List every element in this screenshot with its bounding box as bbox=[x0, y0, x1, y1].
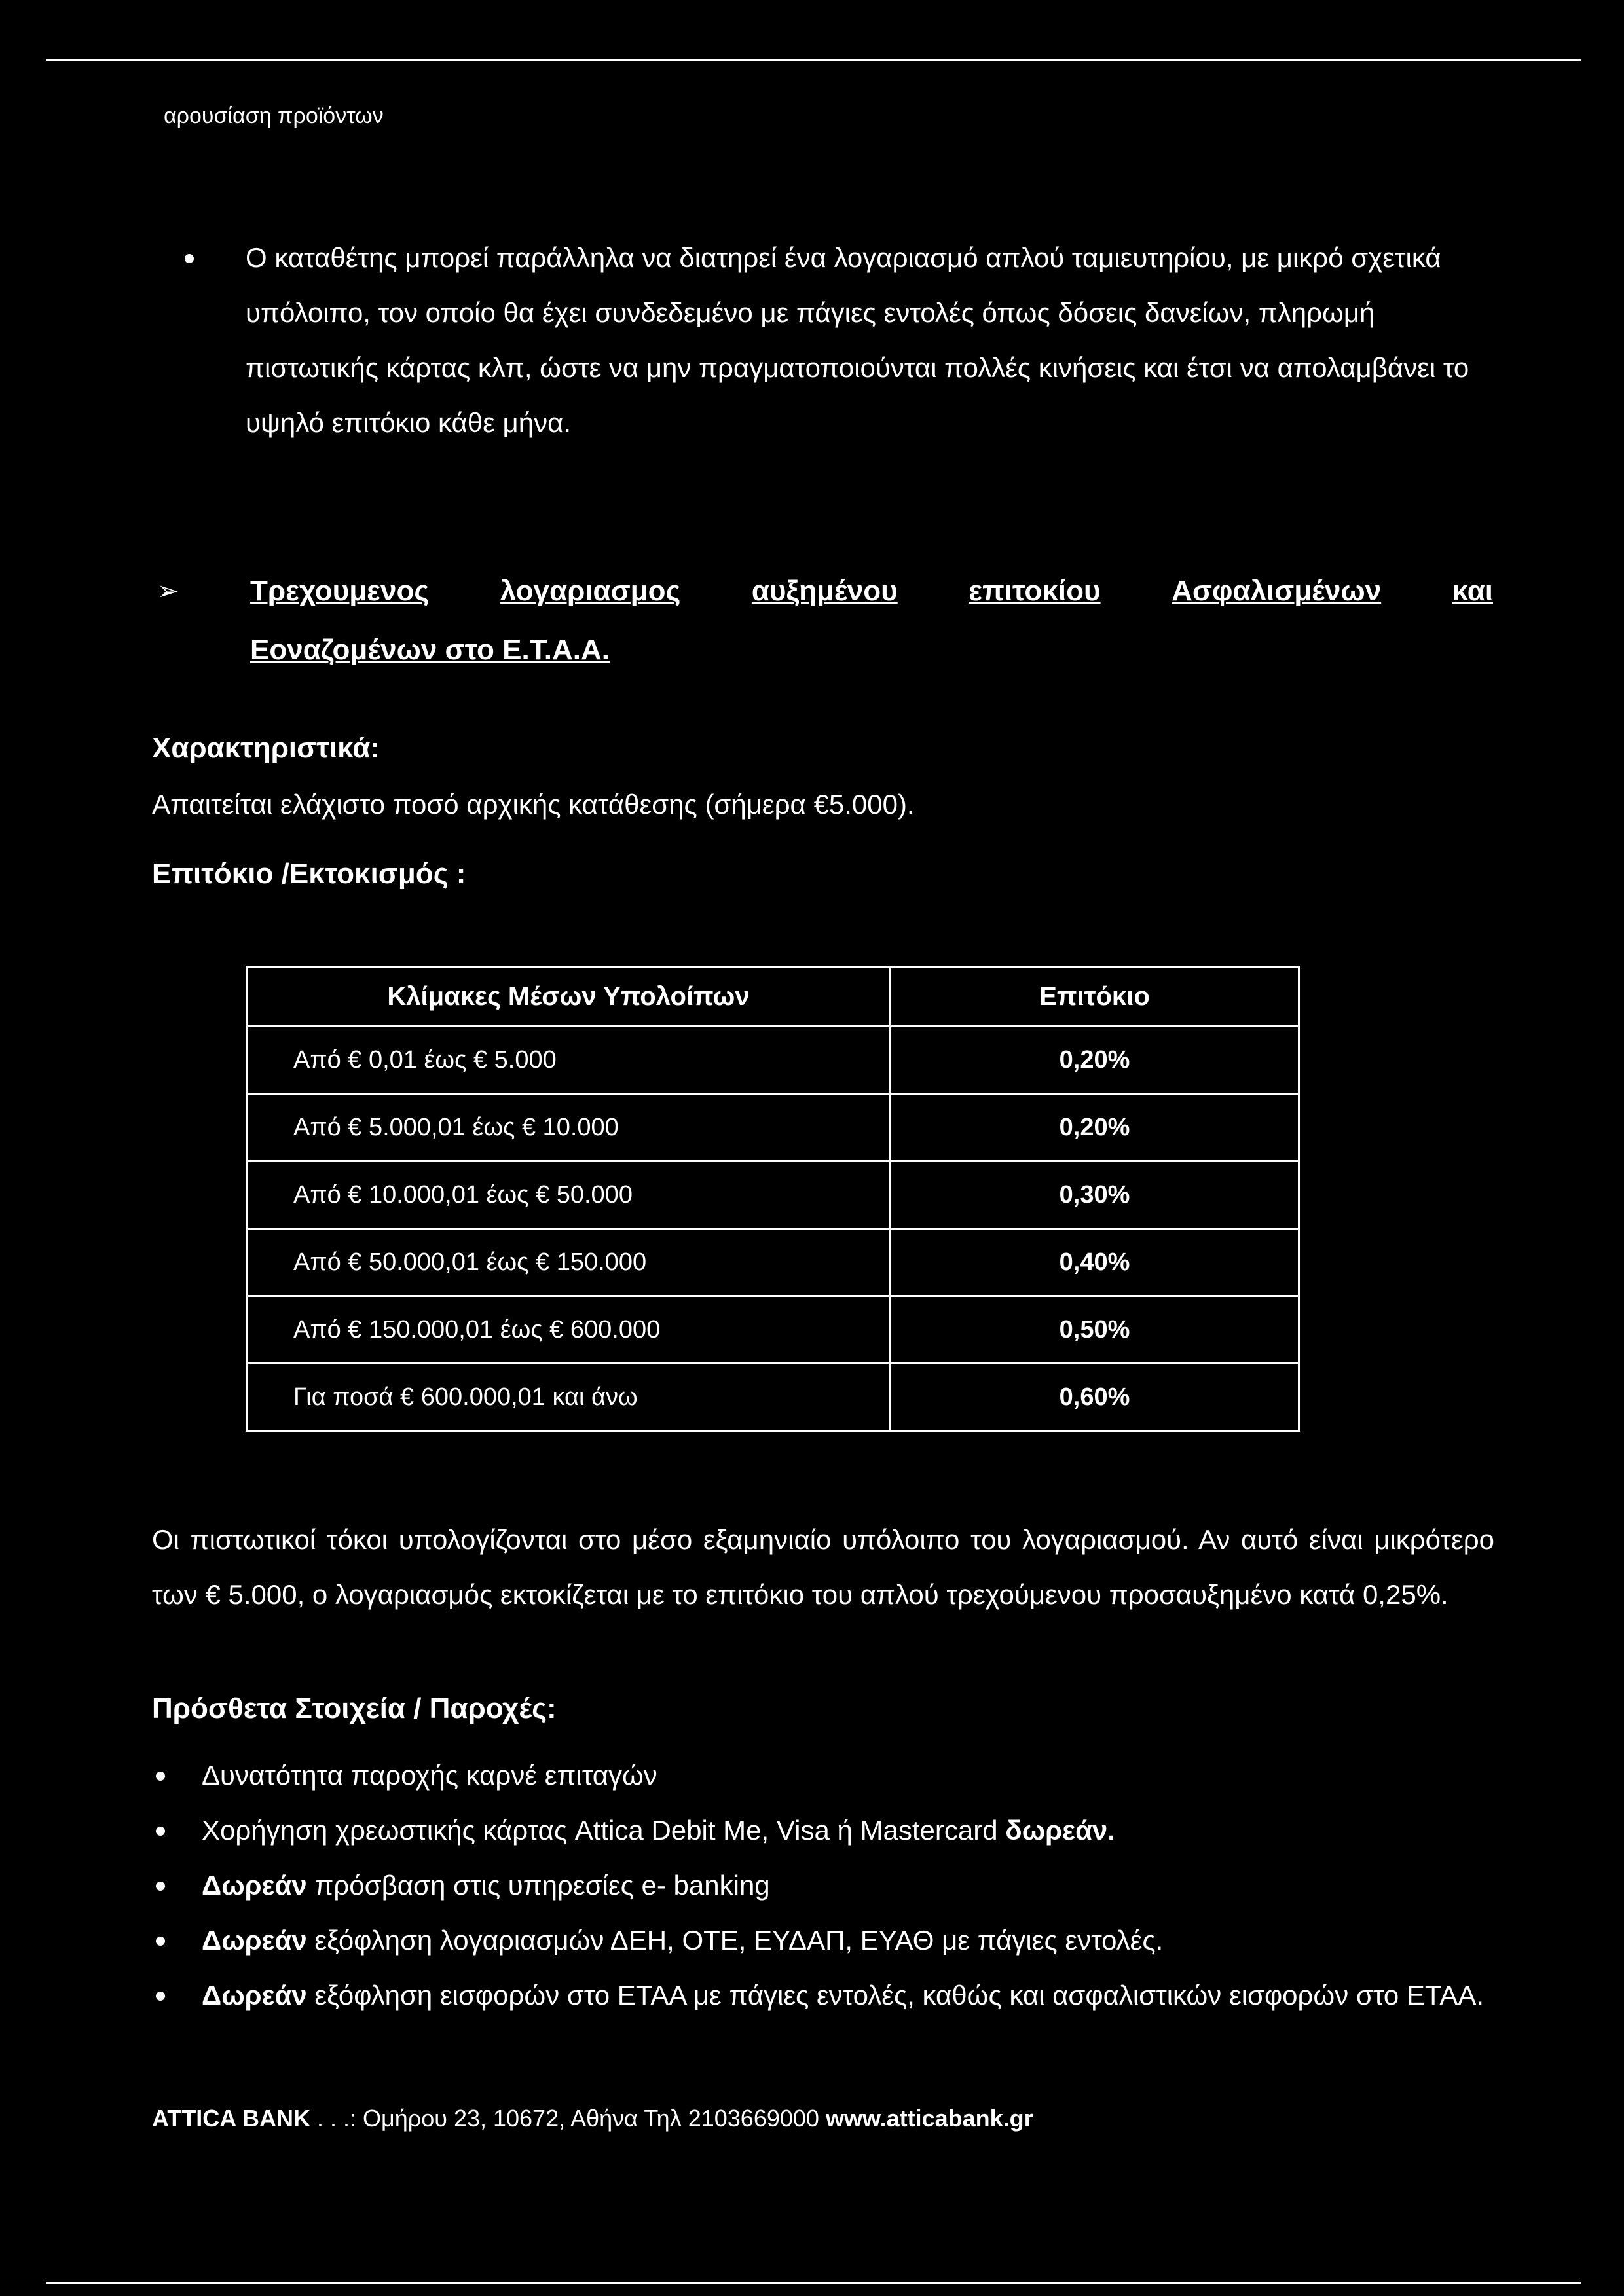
characteristics-label: Χαρακτηριστικά: bbox=[152, 732, 380, 764]
benefit-bold-tail: δωρεάν. bbox=[1005, 1815, 1115, 1846]
bullet-icon bbox=[156, 1772, 165, 1781]
list-item bbox=[152, 1748, 1494, 1803]
heading-word: και bbox=[1452, 575, 1493, 607]
range-cell: Από € 5.000,01 έως € 10.000 bbox=[247, 1094, 891, 1161]
rate-cell: 0,30% bbox=[891, 1161, 1299, 1229]
list-item bbox=[177, 230, 1493, 450]
benefit-bold-lead: Δωρεάν bbox=[202, 1980, 307, 2011]
range-cell: Από € 0,01 έως € 5.000 bbox=[247, 1027, 891, 1094]
range-cell: Από € 10.000,01 έως € 50.000 bbox=[247, 1161, 891, 1229]
min-deposit-text: Απαιτείται ελάχιστο ποσό αρχικής κατάθεσης (σήμερα €5.000). bbox=[152, 789, 915, 820]
product-heading-line1 bbox=[250, 562, 1493, 621]
range-cell: Από € 50.000,01 έως € 150.000 bbox=[247, 1229, 891, 1296]
list-item bbox=[152, 1803, 1494, 1858]
heading-word: λογαριασμος bbox=[500, 575, 681, 607]
table-row bbox=[247, 1229, 1299, 1296]
list-item bbox=[152, 1968, 1494, 2023]
list-item bbox=[152, 1858, 1494, 1913]
interest-label: Επιτόκιο /Εκτοκισμός : bbox=[152, 858, 466, 890]
rate-cell: 0,20% bbox=[891, 1094, 1299, 1161]
footer bbox=[152, 2105, 1033, 2132]
benefit-text: εξόφληση λογαριασμών ΔΕΗ, ΟΤΕ, ΕΥΔΑΠ, ΕΥΑΘ με πάγιες εντολές. bbox=[306, 1925, 1164, 1956]
bullet-icon bbox=[156, 1937, 165, 1946]
table-row bbox=[247, 1027, 1299, 1094]
bullet-icon bbox=[185, 254, 194, 263]
bottom-divider bbox=[46, 2282, 1581, 2284]
heading-word: επιτοκίου bbox=[969, 575, 1101, 607]
heading-word: αυξημένου bbox=[751, 575, 898, 607]
rate-cell: 0,60% bbox=[891, 1364, 1299, 1431]
benefits-list bbox=[152, 1748, 1494, 2023]
page-header: αρουσίαση προϊόντων bbox=[164, 103, 384, 128]
intro-bullet-text: Ο καταθέτης μπορεί παράλληλα να διατηρεί ένα λογαριασμό απλού ταμιευτηρίου, με μικρό σχετικά υπόλοιπο, τον οποίο θα έχει συνδεδεμένο με πάγιες εντολές όπως δόσεις δανείων, πληρωμή πιστωτικής κάρτας κλπ, ώστε να μην πραγματοποιούνται πολλές κινήσεις και έτσι να απολαμβάνει το υψηλό επιτόκιο κάθε μήνα. bbox=[246, 242, 1469, 438]
column-header-rate: Επιτόκιο bbox=[891, 967, 1299, 1027]
table-row bbox=[247, 1364, 1299, 1431]
benefit-text: εξόφληση εισφορών στο ΕΤΑΑ με πάγιες εντολές, καθώς και ασφαλιστικών εισφορών στο ΕΤΑΑ. bbox=[306, 1980, 1485, 2011]
column-header-range: Κλίμακες Μέσων Υπολοίπων bbox=[247, 967, 891, 1027]
bullet-icon bbox=[156, 1882, 165, 1891]
list-item bbox=[152, 1913, 1494, 1968]
benefit-text: Δυνατότητα παροχής καρνέ επιταγών bbox=[202, 1760, 657, 1791]
intro-bullet-list bbox=[177, 230, 1493, 450]
table-row bbox=[247, 1161, 1299, 1229]
rate-cell: 0,20% bbox=[891, 1027, 1299, 1094]
bullet-icon bbox=[156, 1992, 165, 2001]
table-row bbox=[247, 1296, 1299, 1364]
benefit-bold-lead: Δωρεάν bbox=[202, 1925, 307, 1956]
table-row bbox=[247, 1094, 1299, 1161]
product-heading-line2: Εοναζομένων στο Ε.Τ.Α.Α. bbox=[250, 634, 610, 666]
benefit-text: πρόσβαση στις υπηρεσίες e- banking bbox=[306, 1870, 770, 1901]
heading-word: Τρεχουμενος bbox=[250, 575, 430, 607]
interest-note: Οι πιστωτικοί τόκοι υπολογίζονται στο μέσο εξαμηνιαίο υπόλοιπο του λογαριασμού. Αν αυτό είναι μικρότερο των € 5.000, ο λογαριασμός εκτοκίζεται με το επιτόκιο του απλού τρεχούμενου προσαυξημένο κατά 0,25%. bbox=[152, 1524, 1494, 1610]
arrow-bullet-icon: ➢ bbox=[157, 577, 179, 606]
heading-word: Ασφαλισμένων bbox=[1172, 575, 1382, 607]
footer-website-link[interactable]: www.atticabank.gr bbox=[825, 2105, 1033, 2132]
footer-bank-name: ATTICA BANK bbox=[152, 2105, 310, 2132]
bullet-icon bbox=[156, 1827, 165, 1836]
rate-cell: 0,50% bbox=[891, 1296, 1299, 1364]
range-cell: Από € 150.000,01 έως € 600.000 bbox=[247, 1296, 891, 1364]
table-header-row bbox=[247, 967, 1299, 1027]
product-heading bbox=[157, 562, 1493, 680]
benefits-label: Πρόσθετα Στοιχεία / Παροχές: bbox=[152, 1692, 557, 1724]
benefit-bold-lead: Δωρεάν bbox=[202, 1870, 307, 1901]
rates-table bbox=[246, 966, 1300, 1432]
rate-cell: 0,40% bbox=[891, 1229, 1299, 1296]
benefit-text: Χορήγηση χρεωστικής κάρτας Attica Debit Me, Visa ή Mastercard bbox=[202, 1815, 1006, 1846]
range-cell: Για ποσά € 600.000,01 και άνω bbox=[247, 1364, 891, 1431]
footer-address: . . .: Ομήρου 23, 10672, Αθήνα Τηλ 2103669000 bbox=[310, 2105, 826, 2132]
top-divider bbox=[46, 59, 1581, 61]
